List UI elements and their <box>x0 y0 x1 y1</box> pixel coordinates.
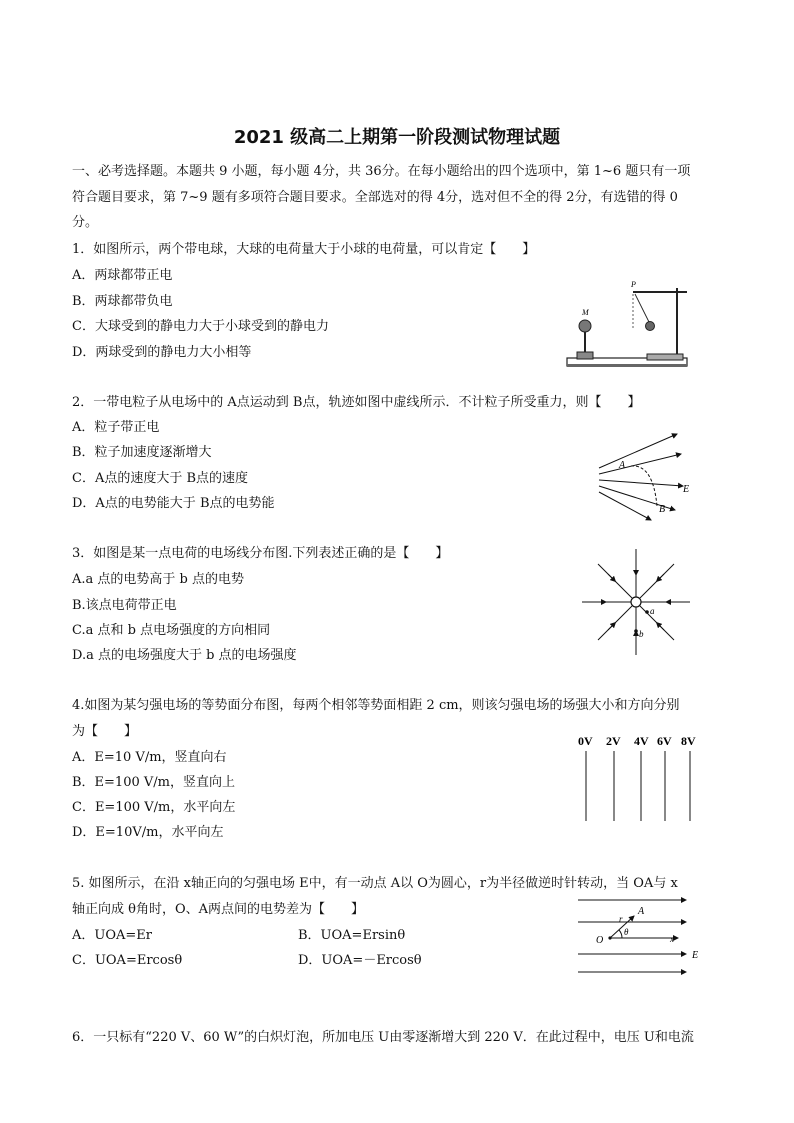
label-r: r <box>619 914 623 924</box>
question-stem-cont: 轴正向成 θ角时，O、A两点间的电势差为【 】 <box>72 902 365 917</box>
label-a: a <box>650 606 655 616</box>
question-stem-cont: 为【 】 <box>72 724 138 739</box>
label-2v: 2V <box>606 734 621 748</box>
option-b: B．两球都带负电 <box>72 294 173 309</box>
label-p: P <box>631 280 636 289</box>
option-d: D．E=10V/m，水平向左 <box>72 825 224 840</box>
intro-line: 分。 <box>72 215 99 230</box>
intro-line: 一、必考选择题。本题共 9 小题，每小题 4分，共 36分。在每小题给出的四个选项中，第 1~6 题只有一项 <box>72 164 691 179</box>
option-c: C．E=100 V/m，水平向左 <box>72 800 236 815</box>
option-a: A．E=10 V/m，竖直向右 <box>72 750 227 765</box>
question-stem: 2．一带电粒子从电场中的 A点运动到 B点，轨迹如图中虚线所示．不计粒子所受重力，则【 】 <box>72 395 641 410</box>
option-b: B．粒子加速度逐渐增大 <box>72 445 212 460</box>
page-title: 2021 级高二上期第一阶段测试物理试题 <box>233 127 561 148</box>
label-b: B <box>659 504 666 515</box>
option-a: A．粒子带正电 <box>72 420 160 435</box>
point-charge-field-figure <box>578 545 694 659</box>
label-0v: 0V <box>578 734 593 748</box>
question-stem: 3．如图是某一点电荷的电场线分布图.下列表述正确的是【 】 <box>72 546 449 561</box>
option-d: D．UOA=－Ercosθ <box>298 953 422 968</box>
label-a: A <box>638 906 645 917</box>
option-d: D．两球受到的静电力大小相等 <box>72 345 252 360</box>
question-stem: 6．一只标有“220 V、60 W”的白炽灯泡，所加电压 U由零逐渐增大到 220 V．在此过程中，电压 U和电流 <box>72 1030 694 1045</box>
field-lines-trajectory-figure <box>595 428 705 523</box>
question-stem: 5. 如图所示，在沿 x轴正向的匀强电场 E中，有一动点 A以 O为圆心，r为半径做逆时针转动，当 OA与 x <box>72 876 678 891</box>
option-a: A．UOA=Er <box>72 928 152 943</box>
rotating-point-field-figure <box>574 892 708 978</box>
intro-line: 符合题目要求，第 7~9 题有多项符合题目要求。全部选对的得 4分，选对但不全的得 2分，有选错的得 0 <box>72 190 678 205</box>
label-e: E <box>692 950 699 961</box>
option-d: D.a 点的电场强度大于 b 点的电场强度 <box>72 648 297 663</box>
charged-spheres-figure <box>565 278 695 374</box>
label-e: E <box>683 484 690 495</box>
label-8v: 8V <box>681 734 696 748</box>
option-c: C.a 点和 b 点电场强度的方向相同 <box>72 623 271 638</box>
label-6v: 6V <box>657 734 672 748</box>
option-c: C．大球受到的静电力大于小球受到的静电力 <box>72 319 329 334</box>
label-theta: θ <box>624 927 629 937</box>
label-b: b <box>639 629 644 639</box>
option-d: D．A点的电势能大于 B点的电势能 <box>72 496 275 511</box>
label-x: x <box>670 934 674 944</box>
option-b: B．UOA=Ersinθ <box>298 928 406 943</box>
option-b: B．E=100 V/m，竖直向上 <box>72 775 235 790</box>
option-a: A.a 点的电势高于 b 点的电势 <box>72 572 244 587</box>
option-b: B.该点电荷带正电 <box>72 598 177 613</box>
question-stem: 1．如图所示，两个带电球，大球的电荷量大于小球的电荷量，可以肯定【 】 <box>72 242 536 257</box>
equipotential-lines-figure <box>572 731 706 823</box>
option-c: C．A点的速度大于 B点的速度 <box>72 471 249 486</box>
option-a: A．两球都带正电 <box>72 268 173 283</box>
option-c: C．UOA=Ercosθ <box>72 953 183 968</box>
label-o: O <box>596 935 604 946</box>
label-m: M <box>582 308 589 317</box>
label-a: A <box>619 460 626 471</box>
question-stem: 4.如图为某匀强电场的等势面分布图，每两个相邻等势面相距 2 cm，则该匀强电场的场强大小和方向分别 <box>72 698 680 713</box>
label-4v: 4V <box>634 734 649 748</box>
